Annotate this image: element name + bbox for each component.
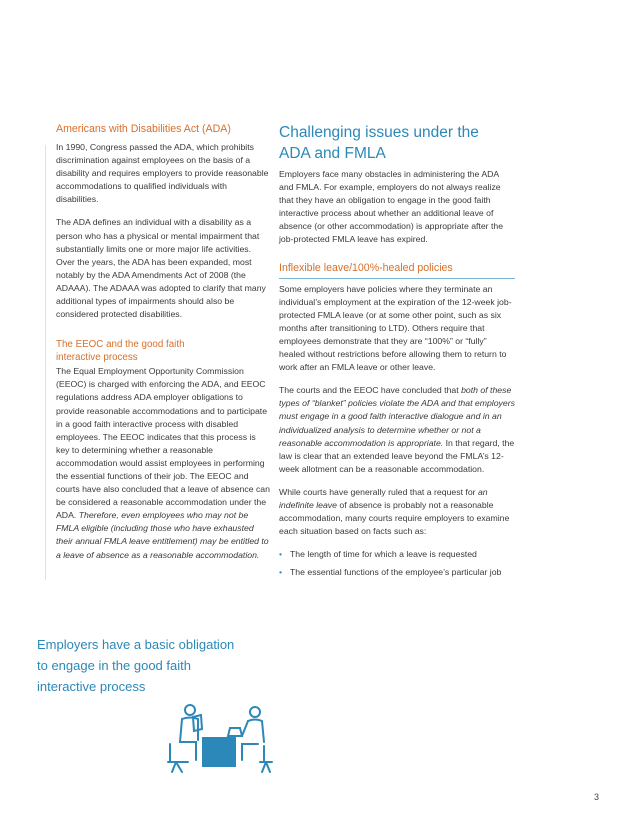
indefinite-leave-text-b: of absence is probably not a reasonable accommodation, many courts require employers to examine each situation based on facts such as: (279, 499, 510, 537)
main-heading-line-1: Challenging issues under the (279, 124, 479, 141)
eeoc-paragraph-text: The Equal Employment Opportunity Commission (EEOC) is charged with enforcing the ADA, and EEOC regulations address ADA employer obligations to provide reasonable accommodations and to participate in a good faith interactive process with disabled employees. The EEOC indicates that this process is key to determining whether a reasonable accommodation would assist employees in performing the essential functions of their job. The EEOC and courts have also concluded that a leave of absence can be considered a reasonable accommodation under the ADA. (56, 366, 270, 521)
page-number: 3 (594, 792, 600, 802)
ada-heading: Americans with Disabilities Act (ADA) (56, 123, 231, 135)
courts-paragraph-text-b: In that regard, the law is clear that an extended leave beyond the FMLA’s 12-week allotment can be a reasonable accommodation. (279, 437, 515, 474)
indefinite-leave-italic: an indefinite leave (279, 486, 488, 510)
intro-paragraph: Employers face many obstacles in administering the ADA and FMLA. For example, employers do not always realize that they have an obligation to engage in the good faith interactive process about whether an additional leave of absence (or other accommodation) is appropriate after the job-protected FMLA leave has expired. (279, 169, 504, 245)
indefinite-leave-paragraph (279, 486, 515, 538)
callout-line-1: Employers have a basic obligation (37, 637, 235, 652)
ada-paragraph-2: The ADA defines an individual with a disability as a person who has a physical or mental impairment that substantially limits one or more major life activities. Over the years, the ADA has been expanded, most notably by the ADA Amendments Act of 2008 (the ADAAA). The ADAAA was adopted to clarify that many additional types of impairments should also be considered protected disabilities. (56, 217, 266, 320)
right-column (279, 122, 515, 584)
eeoc-heading-line-2: interactive process (56, 352, 138, 364)
eeoc-heading-line-1: The EEOC and the good faith (56, 339, 185, 351)
main-heading (279, 122, 515, 164)
callout-quote (37, 634, 267, 697)
courts-paragraph-text-a: The courts and the EEOC have concluded that (279, 385, 462, 396)
eeoc-paragraph (56, 365, 270, 561)
courts-paragraph-italic: both of these types of “blanket” policies violate the ADA and that employers must engage in a good faith interactive dialogue and in an individualized analysis to determine whether or not a reasonable accommodation is appropriate. (279, 385, 515, 448)
courts-paragraph (279, 384, 515, 476)
main-heading-line-2: ADA and FMLA (279, 145, 386, 162)
factors-list (279, 548, 515, 579)
eeoc-heading (56, 338, 270, 364)
two-people-at-desk-icon (160, 702, 275, 777)
indefinite-leave-text-a: While courts have generally ruled that a request for (279, 486, 478, 497)
inflexible-leave-heading: Inflexible leave/100%-healed policies (279, 261, 515, 279)
callout-line-2: to engage in the good faith (37, 658, 191, 673)
left-column (56, 122, 270, 562)
list-item: • The essential functions of the employee’s particular job (279, 566, 515, 579)
left-column-rule (45, 145, 46, 580)
policies-paragraph: Some employers have policies where they terminate an individual’s employment at the expiration of the 12-week job-protected FMLA leave (or at some other point, such as six months after transitioning to LTD). Others require that employees demonstrate that they are “100%” or “fully” healed without restrictions before allowing them to return to work after an FMLA leave or other leave. (279, 283, 512, 373)
ada-paragraph-1: In 1990, Congress passed the ADA, which prohibits discrimination against employees on the basis of a disability and requires employers to provide reasonable accommodations to qualified individuals with disabilities. (56, 142, 269, 205)
list-item: • The length of time for which a leave is requested (279, 548, 515, 561)
callout-line-3: interactive process (37, 679, 146, 694)
eeoc-paragraph-italic: Therefore, even employees who may not be FMLA eligible (including those who have exhausted their annual FMLA leave entitlement) may be entitled to a leave of absence as a reasonable accommodation. (56, 510, 269, 560)
